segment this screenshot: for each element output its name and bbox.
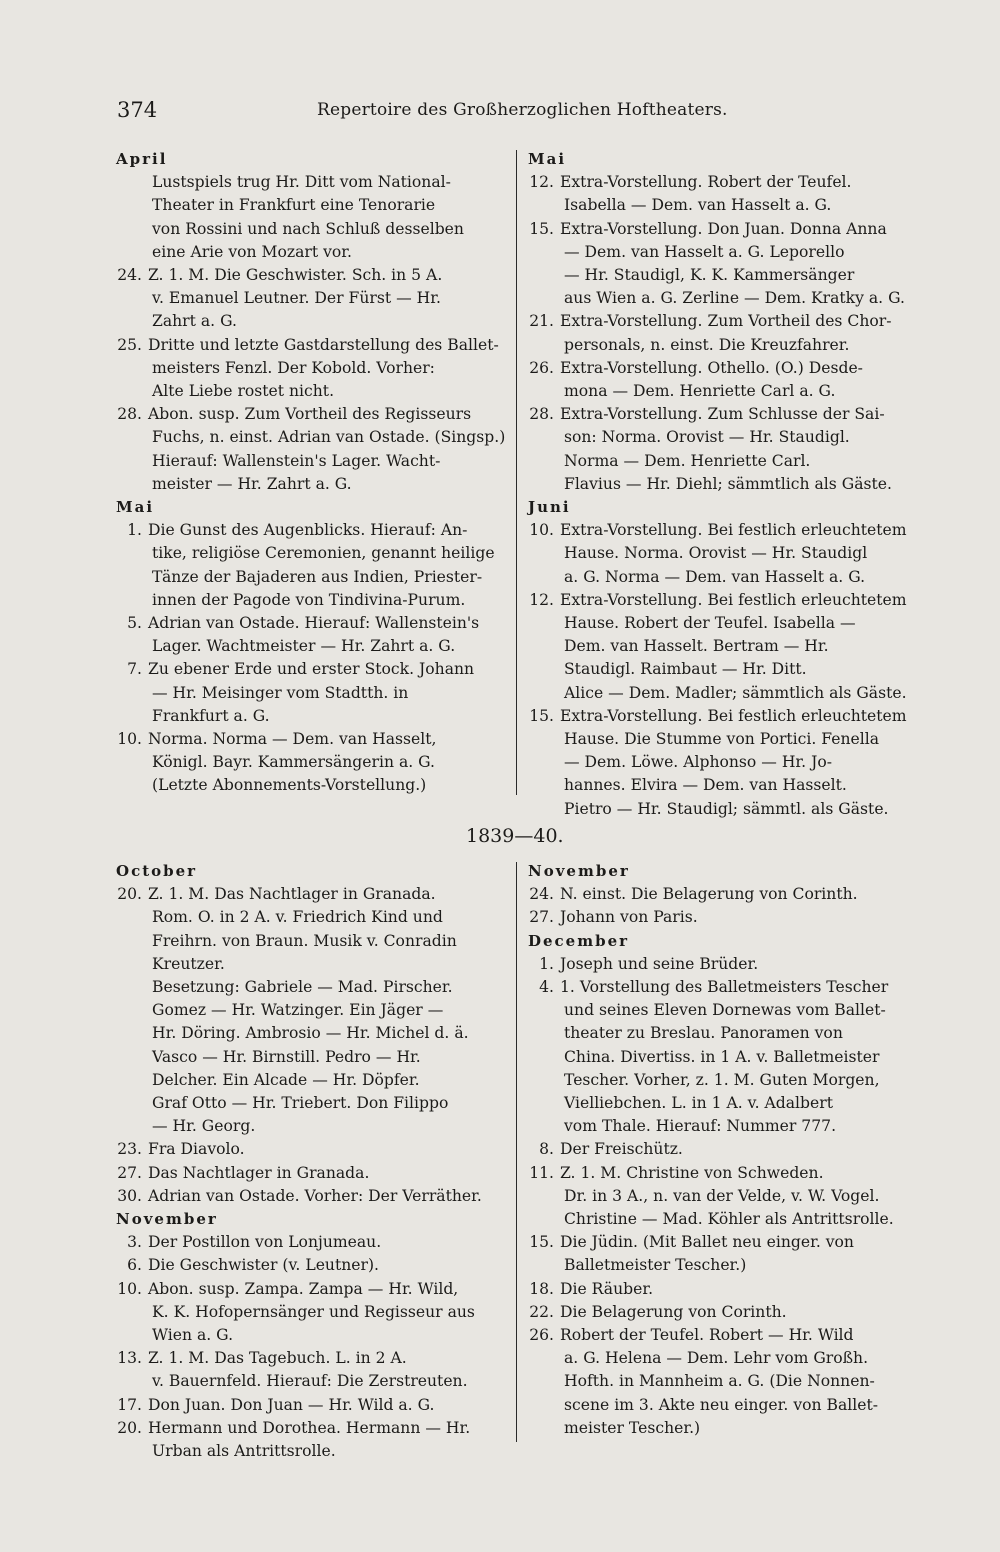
entry-line <box>528 519 920 542</box>
entry-date: 5. <box>127 614 142 633</box>
running-title: Repertoire des Großherzoglichen Hoftheaters. <box>317 100 728 120</box>
continuation-line: Flavius — Hr. Diehl; sämmtlich als Gäste. <box>564 474 892 493</box>
entry-date: 11. <box>529 1163 554 1182</box>
continuation-line: Wien a. G. <box>152 1326 234 1345</box>
entry-date: 12. <box>529 590 554 609</box>
continuation-line: Norma — Dem. Henriette Carl. <box>564 451 811 470</box>
entry-text: 1. Vorstellung des Balletmeisters Tescher <box>560 978 889 997</box>
month-heading: Juni <box>528 498 571 517</box>
entry-line <box>116 1417 506 1440</box>
entry-date: 1. <box>127 521 142 540</box>
entry-text: Johann von Paris. <box>560 908 698 927</box>
entry-line <box>116 612 506 635</box>
continuation-line: Hofth. in Mannheim a. G. (Die Nonnen- <box>564 1372 875 1391</box>
entry-line <box>116 883 506 906</box>
entry-line <box>116 1138 506 1161</box>
month-heading: Mai <box>528 150 567 168</box>
entry-date: 12. <box>529 173 554 192</box>
entry-text: Don Juan. Don Juan — Hr. Wild a. G. <box>148 1395 435 1414</box>
entry-date: 20. <box>117 1418 142 1437</box>
entry-date: 28. <box>117 405 142 424</box>
entry-date: 1. <box>539 954 554 973</box>
continuation-line: Graf Otto — Hr. Triebert. Don Filippo <box>152 1094 449 1113</box>
continuation-line: Hr. Döring. Ambrosio — Hr. Michel d. ä. <box>152 1024 469 1043</box>
entry-line <box>116 334 506 357</box>
entry-date: 10. <box>117 730 142 749</box>
continuation-line: Rom. O. in 2 A. v. Friedrich Kind und <box>152 908 443 927</box>
continuation-line: Christine — Mad. Köhler als Antrittsrolle. <box>564 1210 894 1229</box>
entry-date: 6. <box>127 1256 142 1275</box>
entry-line <box>528 403 920 426</box>
entry-text: Die Jüdin. (Mit Ballet neu einger. von <box>560 1233 854 1252</box>
entry-line <box>528 310 920 333</box>
entry-line <box>116 519 506 542</box>
continuation-line: Theater in Frankfurt eine Tenorarie <box>152 196 436 215</box>
entry-line <box>116 1394 506 1417</box>
month-heading: April <box>116 150 168 168</box>
continuation-line: personals, n. einst. Die Kreuzfahrer. <box>564 335 850 354</box>
entry-line <box>116 1185 506 1208</box>
continuation-line: — Hr. Staudigl, K. K. Kammersänger <box>564 266 855 285</box>
entry-line <box>528 883 920 906</box>
entry-text: Robert der Teufel. Robert — Hr. Wild <box>560 1326 854 1345</box>
entry-date: 3. <box>127 1233 142 1252</box>
page-number: 374 <box>117 98 158 122</box>
entry-line <box>528 1138 920 1161</box>
continuation-line: Alte Liebe rostet nicht. <box>152 382 335 401</box>
continuation-line: meister — Hr. Zahrt a. G. <box>152 474 352 493</box>
continuation-line: Hierauf: Wallenstein's Lager. Wacht- <box>152 451 441 470</box>
month-heading: November <box>528 862 630 880</box>
continuation-line: a. G. Norma — Dem. van Hasselt a. G. <box>564 567 866 586</box>
continuation-line: China. Divertiss. in 1 A. v. Balletmeister <box>564 1047 880 1066</box>
continuation-line: Alice — Dem. Madler; sämmtlich als Gäste. <box>564 683 907 702</box>
continuation-line: Dem. van Hasselt. Bertram — Hr. <box>564 637 829 656</box>
entry-line <box>528 218 920 241</box>
continuation-line: Hause. Robert der Teufel. Isabella — <box>564 614 856 633</box>
continuation-line: meisters Fenzl. Der Kobold. Vorher: <box>152 358 435 377</box>
entry-text: Zu ebener Erde und erster Stock. Johann <box>148 660 475 679</box>
month-heading: Mai <box>116 498 155 517</box>
entry-line <box>528 705 920 728</box>
entry-date: 26. <box>529 358 554 377</box>
continuation-line: Lustspiels trug Hr. Ditt vom National- <box>152 173 451 192</box>
continuation-line: Besetzung: Gabriele — Mad. Pirscher. <box>152 978 453 997</box>
continuation-line: Delcher. Ein Alcade — Hr. Döpfer. <box>152 1070 420 1089</box>
continuation-line: Lager. Wachtmeister — Hr. Zahrt a. G. <box>152 637 456 656</box>
month-heading: November <box>116 1210 218 1229</box>
entry-date: 8. <box>539 1140 554 1159</box>
entry-line <box>528 1278 920 1301</box>
entry-text: Joseph und seine Brüder. <box>560 954 759 973</box>
entry-text: Extra-Vorstellung. Zum Vortheil des Chor- <box>560 312 892 331</box>
continuation-line: Staudigl. Raimbaut — Hr. Ditt. <box>564 660 807 679</box>
entry-text: Abon. susp. Zum Vortheil des Regisseurs <box>148 405 472 424</box>
entry-line <box>116 264 506 287</box>
continuation-line: a. G. Helena — Dem. Lehr vom Großh. <box>564 1349 869 1368</box>
entry-date: 10. <box>117 1279 142 1298</box>
continuation-line: eine Arie von Mozart vor. <box>152 242 352 261</box>
entry-text: Extra-Vorstellung. Bei festlich erleuchtetem <box>560 706 907 725</box>
continuation-line: theater zu Breslau. Panoramen von <box>564 1024 843 1043</box>
continuation-line: Frankfurt a. G. <box>152 706 270 725</box>
entry-text: Adrian van Ostade. Vorher: Der Verräther. <box>148 1186 482 1205</box>
entry-text: Z. 1. M. Das Tagebuch. L. in 2 A. <box>148 1349 407 1368</box>
continuation-line: Fuchs, n. einst. Adrian van Ostade. (Singsp.) <box>152 428 506 447</box>
entry-date: 30. <box>117 1186 142 1205</box>
column-divider-top <box>516 150 517 795</box>
entry-line <box>528 1162 920 1185</box>
entry-text: Z. 1. M. Christine von Schweden. <box>560 1163 824 1182</box>
column-divider-bottom <box>516 862 517 1442</box>
entry-line <box>528 976 920 999</box>
entry-text: Die Geschwister (v. Leutner). <box>148 1256 379 1275</box>
continuation-line: — Hr. Meisinger vom Stadtth. in <box>152 683 409 702</box>
page-header <box>117 98 917 128</box>
continuation-line: Königl. Bayr. Kammersängerin a. G. <box>152 753 436 772</box>
entry-text: Extra-Vorstellung. Zum Schlusse der Sai- <box>560 405 885 424</box>
entry-line <box>528 1231 920 1254</box>
continuation-line: Tänze der Bajaderen aus Indien, Priester- <box>152 567 483 586</box>
entry-line <box>528 171 920 194</box>
entry-text: Extra-Vorstellung. Bei festlich erleuchtetem <box>560 521 907 540</box>
entry-text: Extra-Vorstellung. Robert der Teufel. <box>560 173 852 192</box>
entry-date: 24. <box>529 885 554 904</box>
continuation-line: v. Bauernfeld. Hierauf: Die Zerstreuten. <box>152 1372 468 1391</box>
continuation-line: Freihrn. von Braun. Musik v. Conradin <box>152 931 457 950</box>
entry-text: Die Räuber. <box>560 1279 654 1298</box>
continuation-line: Gomez — Hr. Watzinger. Ein Jäger — <box>152 1001 444 1020</box>
entry-date: 4. <box>539 978 554 997</box>
continuation-line: Vasco — Hr. Birnstill. Pedro — Hr. <box>152 1047 421 1066</box>
entry-line <box>116 658 506 681</box>
entry-text: Extra-Vorstellung. Bei festlich erleuchtetem <box>560 590 907 609</box>
continuation-line: Vielliebchen. L. in 1 A. v. Adalbert <box>564 1094 833 1113</box>
month-heading: December <box>528 931 630 950</box>
entry-line <box>116 1347 506 1370</box>
continuation-line: — Dem. Löwe. Alphonso — Hr. Jo- <box>564 753 832 772</box>
continuation-line: von Rossini und nach Schluß desselben <box>152 219 464 238</box>
entry-line <box>528 953 920 976</box>
entry-line <box>116 1231 506 1254</box>
season-heading: 1839—40. <box>466 825 564 847</box>
continuation-line: Balletmeister Tescher.) <box>564 1256 747 1275</box>
entry-date: 15. <box>529 706 554 725</box>
entry-date: 18. <box>529 1279 554 1298</box>
continuation-line: Isabella — Dem. van Hasselt a. G. <box>564 196 832 215</box>
continuation-line: Hause. Norma. Orovist — Hr. Staudigl <box>564 544 868 563</box>
continuation-line: (Letzte Abonnements-Vorstellung.) <box>152 776 427 795</box>
continuation-line: tike, religiöse Ceremonien, genannt heilige <box>152 544 495 563</box>
continuation-line: mona — Dem. Henriette Carl a. G. <box>564 382 836 401</box>
entry-text: Der Freischütz. <box>560 1140 683 1159</box>
entry-text: N. einst. Die Belagerung von Corinth. <box>560 885 858 904</box>
entry-date: 15. <box>529 219 554 238</box>
entry-date: 20. <box>117 885 142 904</box>
month-heading: October <box>116 862 198 880</box>
entry-date: 28. <box>529 405 554 424</box>
entry-date: 27. <box>117 1163 142 1182</box>
continuation-line: Pietro — Hr. Staudigl; sämmtl. als Gäste. <box>564 799 889 818</box>
continuation-line: meister Tescher.) <box>564 1418 701 1437</box>
entry-date: 23. <box>117 1140 142 1159</box>
continuation-line: vom Thale. Hierauf: Nummer 777. <box>564 1117 837 1136</box>
continuation-line: hannes. Elvira — Dem. van Hasselt. <box>564 776 847 795</box>
bottom-left-column <box>116 860 506 1463</box>
entry-text: Fra Diavolo. <box>148 1140 245 1159</box>
continuation-line: — Dem. van Hasselt a. G. Leporello <box>564 242 845 261</box>
entry-line <box>116 1278 506 1301</box>
continuation-line: Dr. in 3 A., n. van der Velde, v. W. Vogel. <box>564 1186 880 1205</box>
continuation-line: Tescher. Vorher, z. 1. M. Guten Morgen, <box>564 1070 880 1089</box>
top-right-column <box>528 148 920 821</box>
entry-date: 27. <box>529 908 554 927</box>
continuation-line: scene im 3. Akte neu einger. von Ballet- <box>564 1395 879 1414</box>
entry-line <box>528 1324 920 1347</box>
continuation-line: Hause. Die Stumme von Portici. Fenella <box>564 730 880 749</box>
entry-text: Z. 1. M. Die Geschwister. Sch. in 5 A. <box>148 266 443 285</box>
entry-text: Der Postillon von Lonjumeau. <box>148 1233 382 1252</box>
entry-date: 25. <box>117 335 142 354</box>
continuation-line: aus Wien a. G. Zerline — Dem. Kratky a. G. <box>564 289 905 308</box>
continuation-line: und seines Eleven Dornewas vom Ballet- <box>564 1001 886 1020</box>
entry-line <box>116 1254 506 1277</box>
continuation-line: — Hr. Georg. <box>152 1117 256 1136</box>
entry-text: Dritte und letzte Gastdarstellung des Ballet- <box>148 335 499 354</box>
entry-text: Die Belagerung von Corinth. <box>560 1302 787 1321</box>
entry-line <box>116 728 506 751</box>
entry-date: 21. <box>529 312 554 331</box>
entry-text: Extra-Vorstellung. Othello. (O.) Desde- <box>560 358 863 377</box>
entry-line <box>528 357 920 380</box>
entry-text: Die Gunst des Augenblicks. Hierauf: An- <box>148 521 468 540</box>
continuation-line: Kreutzer. <box>152 954 225 973</box>
continuation-line: v. Emanuel Leutner. Der Fürst — Hr. <box>152 289 441 308</box>
top-left-column <box>116 148 506 798</box>
entry-line <box>528 906 920 929</box>
entry-date: 17. <box>117 1395 142 1414</box>
entry-date: 15. <box>529 1233 554 1252</box>
entry-date: 26. <box>529 1326 554 1345</box>
entry-text: Das Nachtlager in Granada. <box>148 1163 370 1182</box>
entry-date: 7. <box>127 660 142 679</box>
entry-text: Adrian van Ostade. Hierauf: Wallenstein's <box>148 614 480 633</box>
bottom-right-column <box>528 860 920 1440</box>
entry-text: Hermann und Dorothea. Hermann — Hr. <box>148 1418 471 1437</box>
entry-date: 13. <box>117 1349 142 1368</box>
continuation-line: innen der Pagode von Tindivina-Purum. <box>152 590 466 609</box>
entry-line <box>116 1162 506 1185</box>
entry-date: 10. <box>529 521 554 540</box>
continuation-line: K. K. Hofopernsänger und Regisseur aus <box>152 1302 475 1321</box>
entry-line <box>528 1301 920 1324</box>
entry-text: Extra-Vorstellung. Don Juan. Donna Anna <box>560 219 887 238</box>
entry-text: Abon. susp. Zampa. Zampa — Hr. Wild, <box>148 1279 459 1298</box>
continuation-line: Urban als Antrittsrolle. <box>152 1442 336 1461</box>
entry-date: 22. <box>529 1302 554 1321</box>
continuation-line: Zahrt a. G. <box>152 312 237 331</box>
entry-line <box>116 403 506 426</box>
entry-date: 24. <box>117 266 142 285</box>
continuation-line: son: Norma. Orovist — Hr. Staudigl. <box>564 428 850 447</box>
entry-text: Norma. Norma — Dem. van Hasselt, <box>148 730 437 749</box>
entry-line <box>528 589 920 612</box>
entry-text: Z. 1. M. Das Nachtlager in Granada. <box>148 885 436 904</box>
